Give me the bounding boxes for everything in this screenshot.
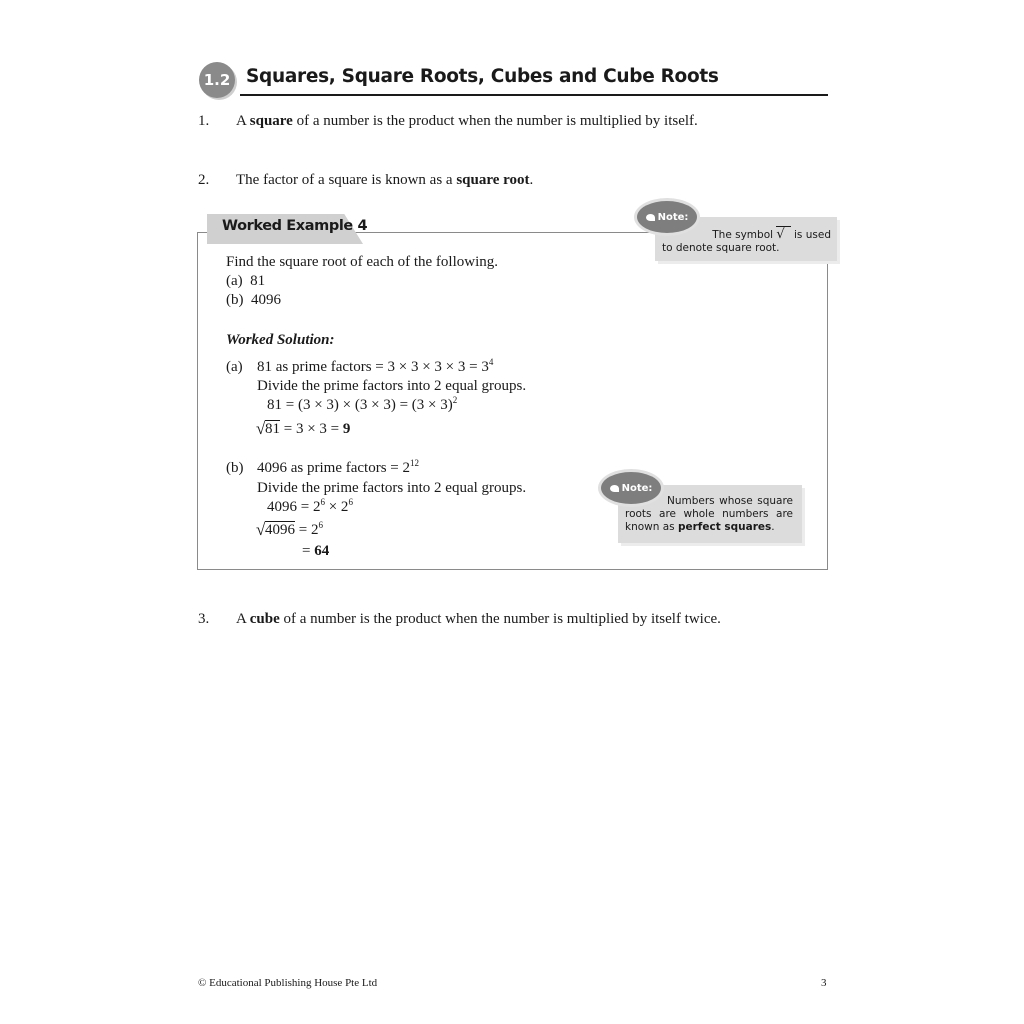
radical-symbol-icon: √ <box>776 226 790 242</box>
solution-b-line2: Divide the prime factors into 2 equal groups. <box>257 480 527 496</box>
solution-b-answer: 64 <box>314 543 330 559</box>
solution-a-prime-factors: 81 as prime factors = 3 × 3 × 3 × 3 = 3 <box>257 359 489 375</box>
example-question: Find the square root of each of the following. <box>226 254 499 270</box>
point-2-text <box>236 172 533 189</box>
solution-b-line5 <box>302 542 329 561</box>
solution-b-exp-1: 6 <box>320 497 325 507</box>
point-2-text-start: The factor of a square is known as a <box>236 172 457 188</box>
point-2-keyword: square root <box>456 172 530 188</box>
part-a-value: 81 <box>250 273 266 289</box>
solution-b-exp-2: 6 <box>348 497 353 507</box>
part-a-label: (a) <box>226 273 243 289</box>
point-2-text-end: . <box>529 172 534 188</box>
note-1-is-used: is used <box>790 229 831 241</box>
solution-a-answer: 9 <box>342 421 351 437</box>
note-1-line1 <box>703 228 831 242</box>
note-1-line2: to denote square root. <box>662 242 780 254</box>
part-b-value: 4096 <box>251 292 281 308</box>
point-1-text-start: A <box>236 113 250 129</box>
solution-b-prime-factors: 4096 as prime factors = 2 <box>257 460 411 476</box>
footer-publisher: © Educational Publishing House Pte Ltd <box>198 977 378 989</box>
example-part-b <box>226 291 281 310</box>
solution-a-label: (a) <box>226 359 243 375</box>
solution-b-group-1: 4096 = 2 <box>267 499 321 515</box>
radical-icon: √ <box>256 419 266 438</box>
note-2-keyword: perfect squares <box>677 521 772 533</box>
example-part-a <box>226 272 265 291</box>
note-2-text <box>625 495 793 534</box>
point-2-number: 2. <box>198 172 210 188</box>
solution-a-line3 <box>267 396 457 415</box>
solution-b-label: (b) <box>226 460 244 476</box>
part-b-label: (b) <box>226 292 244 308</box>
solution-a-line4 <box>256 420 350 439</box>
pen-icon <box>646 214 655 221</box>
section-number: 1.2 <box>203 71 231 89</box>
solution-b-equals: = <box>302 543 315 559</box>
section-title-underline <box>240 94 828 96</box>
worked-solution-title: Worked Solution: <box>226 332 335 348</box>
solution-b-result-exp: 6 <box>318 520 323 530</box>
note-2-text-start: Numbers whose square roots are whole numbers are known as <box>625 495 793 533</box>
point-3-number: 3. <box>198 611 210 627</box>
solution-b-working: = 2 <box>295 522 319 538</box>
square-root-81 <box>256 420 280 439</box>
pen-icon <box>610 485 619 492</box>
solution-b-group-2: × 2 <box>324 499 349 515</box>
point-1-keyword: square <box>249 113 293 129</box>
solution-b-line1 <box>257 459 419 478</box>
point-1-number: 1. <box>198 113 210 129</box>
note-badge-2-label: Note: <box>621 482 653 494</box>
page-number: 3 <box>821 977 827 989</box>
solution-b-exponent: 12 <box>410 458 420 468</box>
point-3-text-start: A <box>236 611 250 627</box>
solution-a-exponent: 4 <box>488 357 494 367</box>
solution-b-line4 <box>256 521 323 540</box>
note-badge-1-label: Note: <box>657 211 689 223</box>
point-1-text <box>236 113 698 130</box>
point-3-text-end: of a number is the product when the number is multiplied by itself twice. <box>279 611 721 627</box>
section-number-badge <box>199 62 235 98</box>
solution-a-line1 <box>257 358 493 377</box>
note-2-text-end: . <box>771 521 775 533</box>
note-1-text-start: The symbol <box>712 229 777 241</box>
solution-b-line3 <box>267 498 353 517</box>
solution-a-square-exponent: 2 <box>452 395 458 405</box>
section-title: Squares, Square Roots, Cubes and Cube Roots <box>246 66 719 87</box>
point-3-text <box>236 611 721 628</box>
solution-a-working: = 3 × 3 = <box>280 421 343 437</box>
solution-a-grouping: 81 = (3 × 3) × (3 × 3) = (3 × 3) <box>267 397 453 413</box>
point-1-text-end: of a number is the product when the number is multiplied by itself. <box>292 113 698 129</box>
note-badge-2 <box>601 472 661 504</box>
radicand-81: 81 <box>265 421 280 437</box>
solution-a-line2: Divide the prime factors into 2 equal groups. <box>257 378 527 394</box>
point-3-keyword: cube <box>249 611 280 627</box>
note-badge-1 <box>637 201 697 233</box>
radical-icon: √ <box>256 520 266 539</box>
worked-example-title: Worked Example 4 <box>222 218 368 234</box>
radicand-4096: 4096 <box>265 522 295 538</box>
square-root-4096 <box>256 521 295 540</box>
